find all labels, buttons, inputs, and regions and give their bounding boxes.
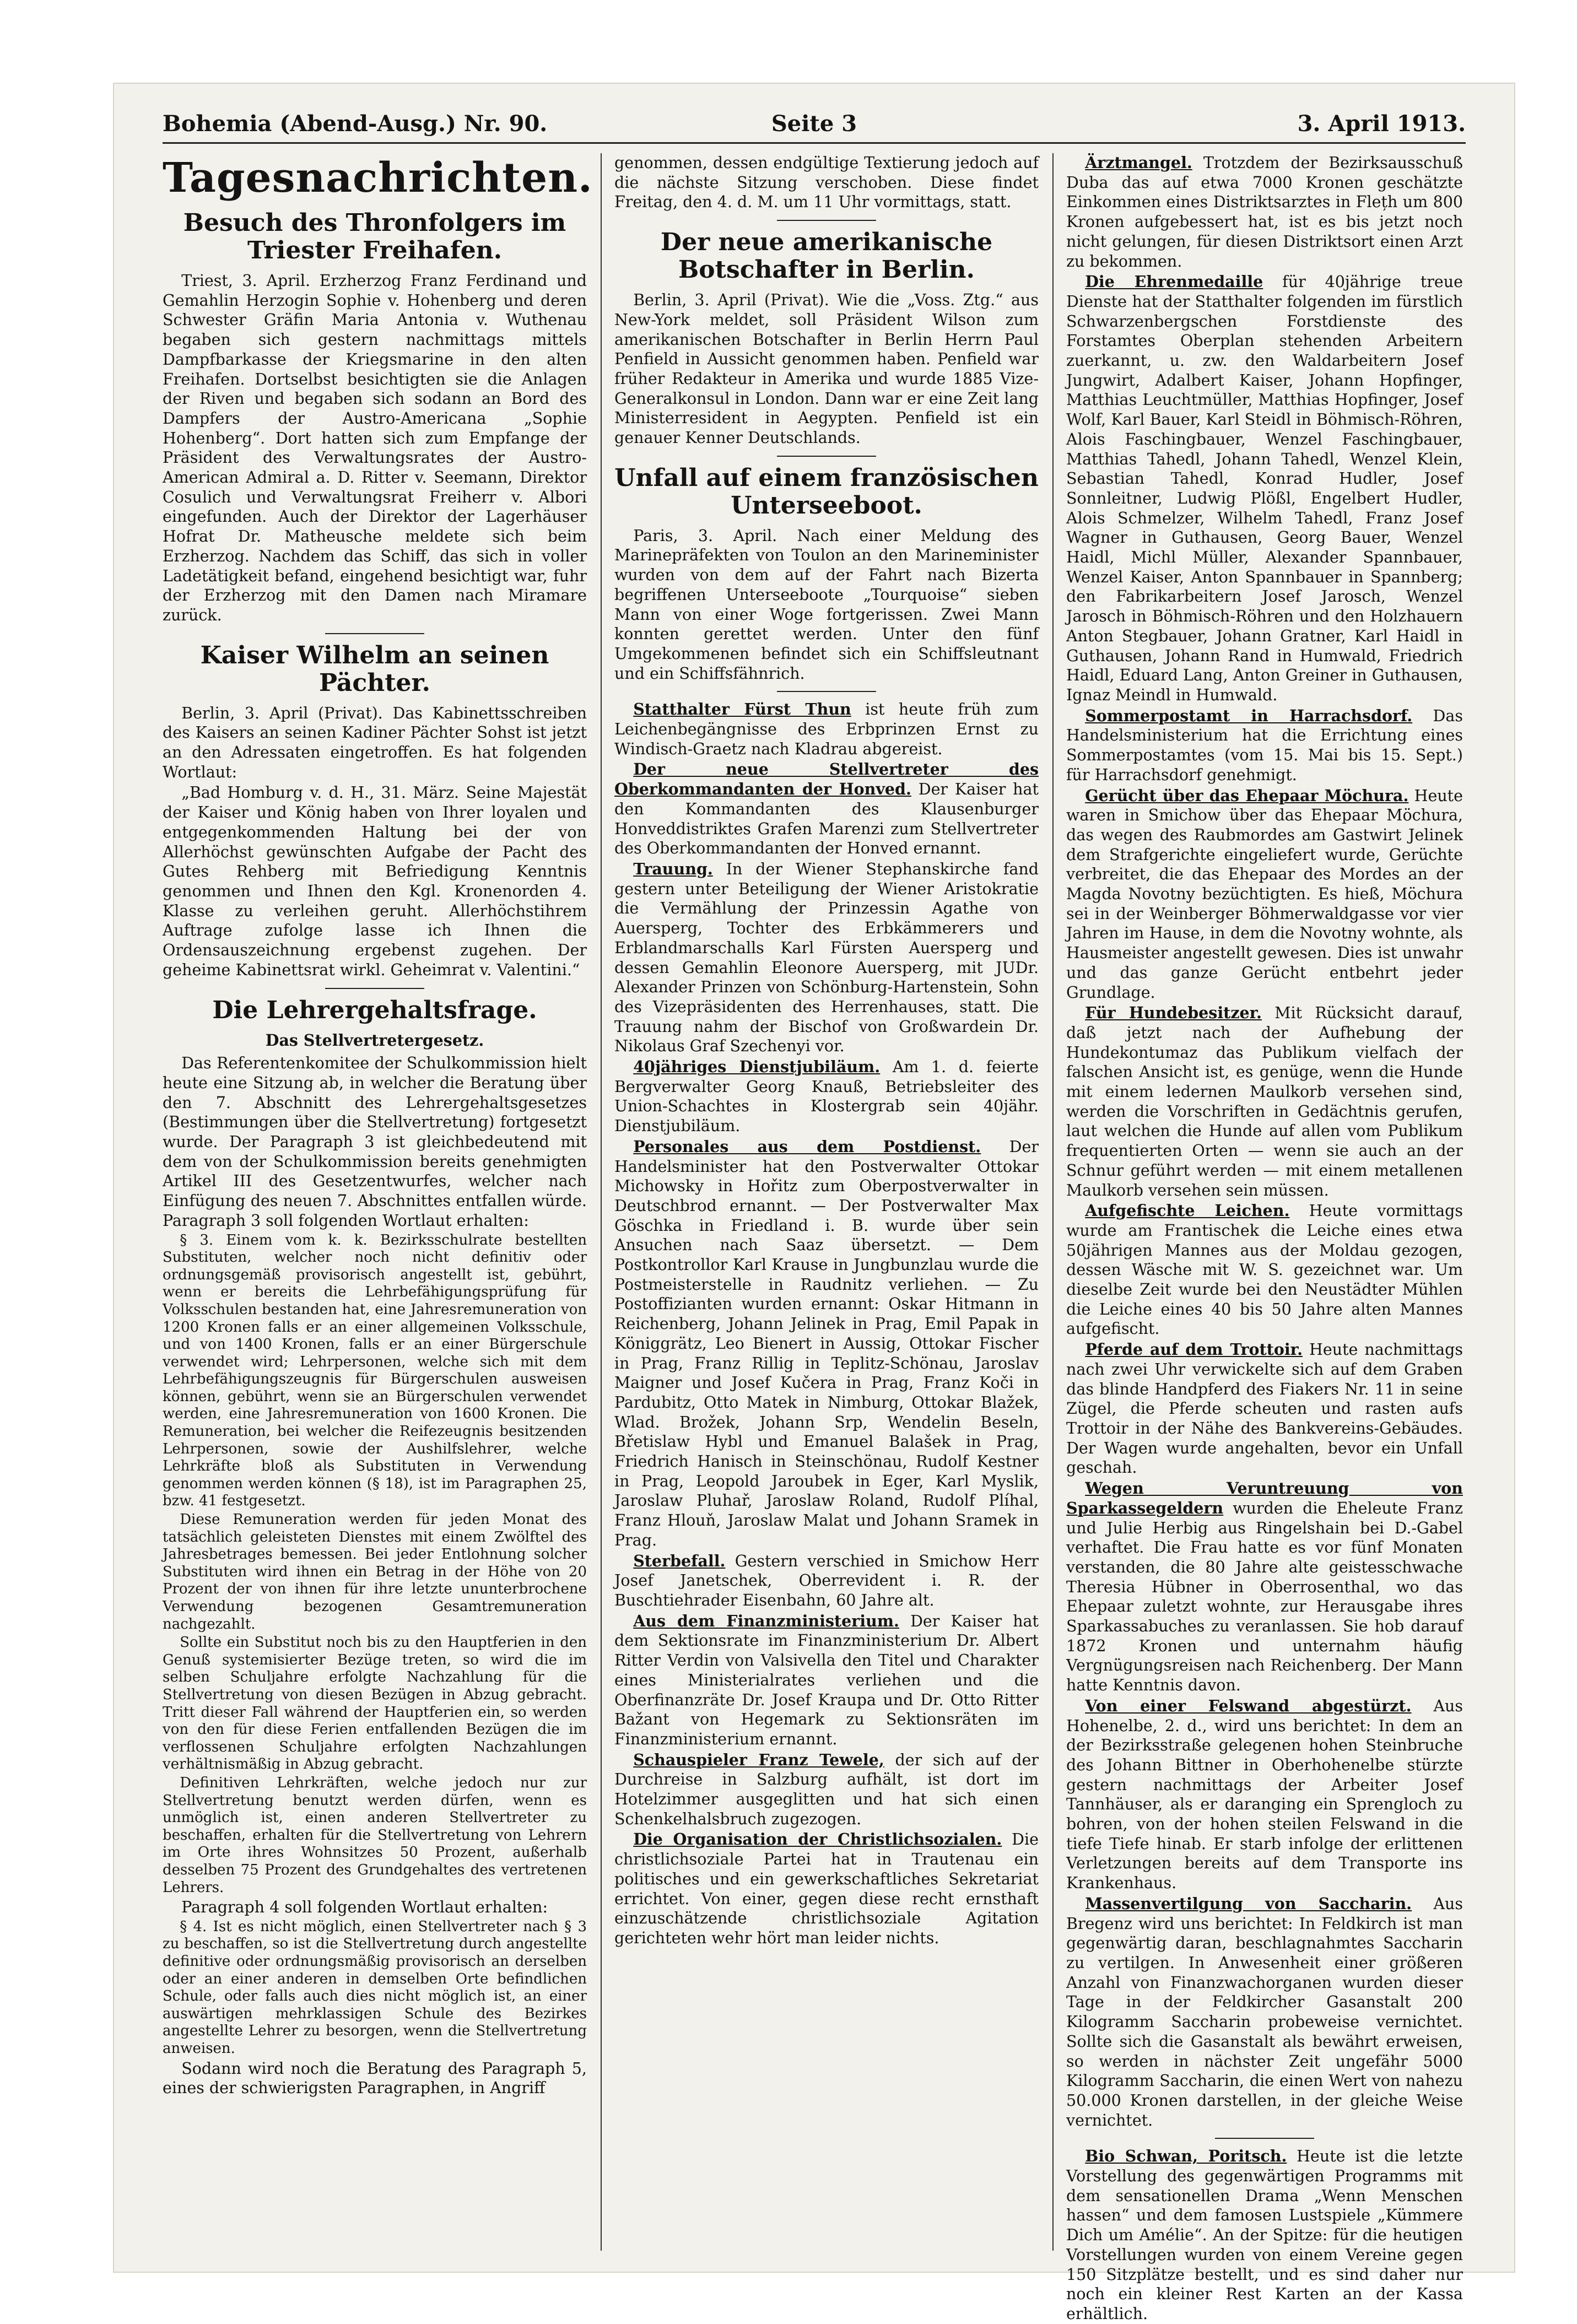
article-paragraph-small: Definitiven Lehrkräften, welche jedoch nur zur Stellvertretung benutzt werden dürfen, wenn es unmöglich ist, einen anderen Stellvertreter zu beschaffen, erhalten für die Stellvertretung von Lehrern im Orte ihres Wohnsitzes 50 Prozent, außerhalb desselben 75 Prozent des Grundgehaltes des vertretenen Lehrers.: [163, 1774, 587, 1896]
column-rule-2: [1052, 153, 1054, 2251]
header-page-number: Seite 3: [771, 111, 857, 137]
news-text: der sich auf der Durchreise in Salzburg aufhält, ist dort im Hotelzimmer ausgeglitten und hat sich einen Schenkelhalsbruch zugezogen.: [614, 1750, 1039, 1828]
news-item: [614, 1612, 1039, 1749]
news-item: [1066, 153, 1463, 271]
news-item: [1066, 2147, 1463, 2323]
news-text: Der Kaiser hat den Kommandanten des Klausenburger Honveddistriktes Grafen Marenzi zum Stellvertreter des Oberkommandanten der Honved ernannt.: [614, 780, 1039, 858]
section-title: Tagesnachrichten.: [163, 154, 593, 202]
page-header: [163, 104, 1466, 144]
news-text: Trotzdem der Bezirksausschuß Duba das auf etwa 7000 Kronen geschätzte Einkommen eines Distriktsarztes in Flețh um 800 Kronen aufgebessert hat, ist es bis jetzt noch nicht gelungen, für diesen Distriktsort einen Arzt zu bekommen.: [1066, 154, 1463, 271]
column-1: [163, 153, 593, 2251]
news-text: ist heute früh zum Leichenbegängnisse des Erbprinzen Ernst zu Windisch-Graetz nach Kladrau abgereist.: [614, 700, 1039, 758]
news-rubric: Von einer Felswand abgestürzt.: [1085, 1696, 1412, 1715]
news-rubric: Massenvertilgung von Saccharin.: [1085, 1894, 1412, 1913]
article-paragraph: Paragraph 4 soll folgenden Wortlaut erhalten:: [181, 1898, 548, 1917]
newspaper-page: [113, 83, 1515, 2323]
news-rubric: Ärztmangel.: [1085, 153, 1192, 172]
news-text: Heute ist die letzte Vorstellung des gegenwärtigen Programms mit dem sensationellen Drama „Wenn Menschen hassen“ und dem famosen Lustspiele „Kümmere Dich um Amélie“. An der Spitze: für die heutigen Vorstellungen wurden von einem Vereine gegen 150 Sitzplätze bestellt, und es sind daher nur noch ein kleiner Rest Karten an der Kassa erhältlich.: [1066, 2147, 1463, 2323]
article-title: Kaiser Wilhelm an seinen Pächter.: [200, 641, 549, 697]
news-item: [614, 700, 1039, 759]
news-item: [614, 1830, 1039, 1948]
news-rubric: Personales aus dem Postdienst.: [633, 1137, 981, 1156]
news-rubric: Pferde auf dem Trottoir.: [1085, 1340, 1303, 1359]
news-item: [614, 1057, 1039, 1136]
news-item: [614, 1552, 1039, 1610]
news-text: Aus Hohenelbe, 2. d., wird uns berichtet: In dem an der Bezirksstraße gelegenen hohen Steinbruche des Johann Bittner in Oberhohenelbe stürzte gestern nachmittags der Arbeiter Josef Tannhäuser, als er daranging ein Sprengloch zu bohren, von der hohen steilen Felswand in die tiefe Tiefe hinab. Er starb infolge der erlittenen Verletzungen bereits auf dem Transporte ins Krankenhaus.: [1066, 1696, 1463, 1893]
news-text: Das Handelsministerium hat die Errichtung eines Sommerpostamtes (vom 15. Mai bis 15. Sept.) für Harrachsdorf genehmigt.: [1066, 706, 1463, 784]
article-separator: [777, 691, 876, 692]
news-item: [1066, 1479, 1463, 1695]
article-separator: [325, 988, 424, 989]
article-paragraph-small: § 4. Ist es nicht möglich, einen Stellvertreter nach § 3 zu beschaffen, so ist die Stellvertretung durch angestellte definitive oder ordnungsmäßig provisorisch an derselben oder an einer anderen in demselben Orte befindlichen Schule, oder falls auch dies nicht möglich ist, an einer auswärtigen mehrklassigen Schule des Bezirkes angestellte Lehrer zu besorgen, wenn die Stellvertretung anweisen.: [163, 1918, 587, 2057]
news-rubric: Die Ehrenmedaille: [1085, 272, 1263, 291]
news-item: [614, 860, 1039, 1056]
news-text: Aus Bregenz wird uns berichtet: In Feldkirch ist man gegenwärtig daran, beschlagnahmtes Saccharin zu vertilgen. In Anwesenheit einer größeren Anzahl von Finanzwachorganen wurden dieser Tage in der Feldkircher Gasanstalt 200 Kilogramm Saccharin probeweise vernichtet. Sollte sich die Gasanstalt als bewährt erweisen, so werden in nächster Zeit ungefähr 5000 Kilogramm Saccharin, die einen Wert von nahezu 50.000 Kronen darstellen, in der gleiche Weise vernichtet.: [1066, 1894, 1463, 2130]
news-rubric: Sommerpostamt in Harrachsdorf.: [1085, 706, 1413, 725]
news-text: Der Kaiser hat dem Sektionsrate im Finanzministerium Dr. Albert Ritter Verdin von Valsivella den Titel und Charakter eines Ministerialrates verliehen und die Oberfinanzräte Dr. Josef Kraupa und Dr. Otto Ritter Bažant von Hegemark zu Sektionsräten im Finanzministerium ernannt.: [614, 1612, 1039, 1748]
news-rubric: Statthalter Fürst Thun: [633, 700, 851, 719]
news-text: Heute waren in Smichow über das Ehepaar Möchura, das wegen des Raubmordes am Gastwirt Jelinek dem Strafgerichte eingeliefert wurde, Gerüchte verbreitet, die das Ehepaar des Mordes an der Magda Novotny bezüchtigten. Es hieß, Möchura sei in der Weinberger Böhmerwaldgasse vor vier Jahren im Hause, in dem die Novotny wohnte, als Hausmeister angestellt gewesen. Dies ist unwahr und das ganze Gerücht entbehrt jeder Grundlage.: [1066, 786, 1463, 1002]
article-paragraph: Berlin, 3. April (Privat). Das Kabinettsschreiben des Kaisers an seinen Kadiner Pächter Sohst ist jetzt an den Adressaten eingetroffen. Es hat folgenden Wortlaut:: [163, 704, 587, 781]
news-item: [614, 760, 1039, 858]
news-rubric: Bio Schwan, Poritsch.: [1085, 2147, 1287, 2166]
news-rubric: Der neue Stellvertreter des Oberkommandanten der Honved.: [614, 760, 1039, 799]
article-separator: [777, 456, 876, 457]
news-text: Gestern verschied in Smichow Herr Josef Janetschek, Oberrevident i. R. der Buschtiehrader Eisenbahn, 60 Jahre alt.: [614, 1552, 1039, 1609]
article-separator: [1215, 2138, 1314, 2139]
news-rubric: Sterbefall.: [633, 1551, 726, 1570]
news-rubric: 40jähriges Dienstjubiläum.: [633, 1057, 881, 1077]
article-title: Der neue amerikanische Botschafter in Berlin.: [660, 228, 993, 284]
article-separator: [777, 220, 876, 221]
article-separator: [325, 633, 424, 634]
news-item: [1066, 1894, 1463, 2130]
article-paragraph: Berlin, 3. April (Privat). Wie die „Voss. Ztg.“ aus New-York meldet, soll Präsident Wilson zum amerikanischen Botschafter in Berlin Herrn Paul Penfield in Aussicht genommen haben. Penfield war früher Redakteur in Amerika und wurde 1885 Vize-Generalkonsul in London. Dann war er eine Zeit lang Ministerresident in Aegypten. Penfield ist ein genauer Kenner Deutschlands.: [614, 291, 1039, 447]
header-date: 3. April 1913.: [1297, 111, 1466, 137]
news-item: [1066, 1003, 1463, 1200]
news-item: [1066, 272, 1463, 705]
column-rule-1: [601, 153, 602, 2251]
news-rubric: Wegen Veruntreuung von Sparkassegeldern: [1066, 1479, 1463, 1517]
news-item: [1066, 786, 1463, 1003]
news-item: [1066, 1201, 1463, 1339]
news-text: für 40jährige treue Dienste hat der Statthalter folgenden im fürstlich Schwarzenbergschen Forstdienste des Forstamtes Oberplan stehenden Arbeitern zuerkannt, u. zw. den Waldarbeitern Josef Jungwirt, Adalbert Kaiser, Johann Hopfinger, Matthias Leuchtmüller, Matthias Hopfinger, Josef Wolf, Karl Bauer, Karl Steidl in Böhmisch-Röhren, Alois Faschingbauer, Wenzel Faschingbauer, Matthias Tahedl, Johann Tahedl, Wenzel Klein, Sebastian Tahedl, Konrad Hudler, Josef Sonnleitner, Ludwig Plößl, Engelbert Hudler, Alois Schmelzer, Wilhelm Tahedl, Franz Josef Wagner in Guthausen, Georg Bauer, Wenzel Haidl, Michl Müller, Alexander Spannbauer, Wenzel Kaiser, Anton Spannbauer in Spannberg; den Fabrikarbeitern Josef Jarosch, Wenzel Jarosch in Böhmisch-Röhren und den Holzhauern Anton Stegbauer, Johann Gratner, Karl Haidl in Guthausen, Johann Rand in Humwald, Friedrich Haidl, Eduard Lang, Anton Greiner in Guthausen, Ignaz Meindl in Humwald.: [1066, 273, 1463, 704]
article-quote: „Bad Homburg v. d. H., 31. März. Seine Majestät der Kaiser und König haben von Ihrer loyalen und entgegenkommenden Haltung bei der von Allerhöchst gewünschten Aufgabe der Pacht des Gutes Rehberg mit Befriedigung Kenntnis genommen und Ihnen den Kgl. Kronenorden 4. Klasse zu verleihen geruht. Allerhöchstihrem Auftrage zufolge lasse ich Ihnen die Ordensauszeichnung ergebenst zugehen. Der geheime Kabinettsrat wirkl. Geheimrat v. Valentini.“: [163, 783, 587, 979]
article-paragraph: Triest, 3. April. Erzherzog Franz Ferdinand und Gemahlin Herzogin Sophie v. Hohenberg und deren Schwester Gräfin Maria Antonia v. Wuthenau begaben sich gestern nachmittags mittels Dampfbarkasse der Kriegsmarine in den alten Freihafen. Dortselbst besichtigten sie die Anlagen der Riven und begaben sich sodann an Bord des Dampfers der Austro-Americana „Sophie Hohenberg“. Dort hatten sich zum Empfange der Präsident des Verwaltungsrates der Austro-American Admiral a. D. Ritter v. Seemann, Direktor Cosulich und Verwaltungsrat Freiherr v. Albori eingefunden. Auch der Direktor der Lagerhäuser Hofrat Dr. Matheusche meldete sich beim Erzherzog. Nachdem das Schiff, das sich in voller Ladetätigkeit befand, eingehend besichtigt war, fuhr der Erzherzog mit den Damen nach Miramare zurück.: [163, 272, 587, 624]
news-text: Heute vormittags wurde am Frantischek die Leiche eines etwa 50jährigen Mannes aus der Moldau gezogen, dessen Wäsche mit W. S. gezeichnet war. Um dieselbe Zeit wurde bei den Neustädter Mühlen die Leiche eines 40 bis 50 Jahre alten Mannes aufgefischt.: [1066, 1202, 1463, 1338]
news-text: Am 1. d. feierte Bergverwalter Georg Knauß, Betriebsleiter des Union-Schachtes in Klostergrab sein 40jähr. Dienstjubiläum.: [614, 1058, 1039, 1136]
news-text: In der Wiener Stephanskirche fand gestern unter Beteiligung der Wiener Aristokratie die Vermählung der Prinzessin Agathe von Auersperg, Tochter des Erbkämmerers und Erblandmarschalls Karl Fürsten Auersperg und dessen Gemahlin Eleonore Auersperg, mit JUDr. Alexander Prinzen von Schönburg-Hartenstein, Sohn des Vizepräsidenten des Herrenhauses, statt. Die Trauung nahm der Bischof von Großwardein Dr. Nikolaus Graf Szechenyi vor.: [614, 860, 1039, 1056]
news-item: [1066, 1340, 1463, 1478]
news-item: [614, 1750, 1039, 1829]
news-rubric: Für Hundebesitzer.: [1085, 1003, 1262, 1023]
news-rubric: Trauung.: [633, 859, 713, 878]
article-paragraph: Sodann wird noch die Beratung des Paragraph 5, eines der schwierigsten Paragraphen, in Angriff: [163, 2059, 587, 2098]
article-paragraph: Paris, 3. April. Nach einer Meldung des Marinepräfekten von Toulon an den Marineminister wurden von dem auf der Fahrt nach Bizerta begriffenen Unterseeboote „Tourquoise“ sieben Mann von einer Woge fortgerissen. Zwei Mann konnten gerettet werden. Unter den fünf Umgekommenen befindet sich ein Schiffsleutnant und ein Schiffsfähnrich.: [614, 526, 1039, 683]
article-continuation: genommen, dessen endgültige Textierung jedoch auf die nächste Sitzung verschoben. Diese findet Freitag, den 4. d. M. um 11 Uhr vormittags, statt.: [614, 154, 1039, 212]
article-subtitle: Das Stellvertretergesetz.: [265, 1030, 484, 1050]
news-text: Heute nachmittags nach zwei Uhr verwickelte sich auf dem Graben das blinde Handpferd des Fiakers Nr. 11 in seine Zügel, die Pferde scheuten und rasten aufs Trottoir in der Nähe des Bankvereins-Gebäudes. Der Wagen wurde angehalten, bevor ein Unfall geschah.: [1066, 1341, 1463, 1477]
news-item: [614, 1137, 1039, 1550]
article-title: Unfall auf einem französischen Unterseeboot.: [614, 463, 1039, 520]
news-rubric: Die Organisation der Christlichsozialen.: [633, 1830, 1002, 1849]
article-paragraph-small: § 3. Einem vom k. k. Bezirksschulrate bestellten Substituten, welcher noch nicht definitiv oder ordnungsgemäß provisorisch angestellt ist, gebührt, wenn er bereits die Lehrbefähigungsprüfung für Volksschulen bestanden hat, eine Jahresremuneration von 1200 Kronen falls er an einer allgemeinen Volksschule, und von 1400 Kronen, falls er an einer Bürgerschule verwendet wird; Lehrpersonen, welche sich mit dem Lehrbefähigungszeugnis für Bürgerschulen ausweisen können, gebührt, wenn sie an Bürgerschulen verwendet werden, eine Jahresremuneration von 1600 Kronen. Die Remuneration, bei welcher die Reifezeugnis besitzenden Lehrpersonen, sowie der Aushilfslehrer, welche Lehrkräfte bloß als Substituten in Verwendung genommen werden können (§ 18), ist im Paragraphen 25, bzw. 41 festgesetzt.: [163, 1231, 587, 1510]
article-paragraph-small: Diese Remuneration werden für jeden Monat des tatsächlich geleisteten Dienstes mit einem Zwölftel des Jahresbetrages bemessen. Bei jeder Entlohnung solcher Substituten wird ihnen ein Betrag in der Höhe von 20 Prozent der von ihnen für ihre letzte ununterbrochene Verwendung bezogenen Gesamtremuneration nachgezahlt.: [163, 1511, 587, 1633]
header-publication: Bohemia (Abend-Ausg.) Nr. 90.: [163, 111, 548, 137]
news-item: [1066, 706, 1463, 785]
news-item: [1066, 1696, 1463, 1893]
article-title: Die Lehrergehaltsfrage.: [212, 996, 537, 1024]
article-title: Besuch des Thronfolgers im Triester Freihafen.: [183, 209, 566, 264]
column-2: [614, 153, 1039, 2251]
news-rubric: Schauspieler Franz Tewele,: [633, 1750, 884, 1769]
news-rubric: Aufgefischte Leichen.: [1085, 1201, 1290, 1220]
news-text: Die christlichsoziale Partei hat in Trautenau ein politisches und ein gewerkschaftliches Sekretariat errichtet. Von einer, gegen diese recht ernsthaft einzuschätzende christlichsoziale Agitation gerichteten wehr hört man leider nichts.: [614, 1830, 1039, 1947]
article-paragraph-small: Sollte ein Substitut noch bis zu den Hauptferien in den Genuß systemisierter Bezüge treten, so wird die im selben Schuljahre erfolgte Nachzahlung für die Stellvertretung von diesen Bezügen in Abzug gebracht. Tritt dieser Fall während der Hauptferien ein, so werden von den für diese Ferien entfallenden Bezügen die im verflossenen Schuljahre erfolgten Nachzahlungen verhältnismäßig in Abzug gebracht.: [163, 1634, 587, 1773]
column-3: [1066, 153, 1463, 2323]
news-rubric: Gerücht über das Ehepaar Möchura.: [1085, 786, 1409, 805]
news-rubric: Aus dem Finanzministerium.: [633, 1611, 899, 1630]
news-text: wurden die Eheleute Franz und Julie Herbig aus Ringelshain bei D.-Gabel verhaftet. Die Frau hatte es vor fünf Monaten verstanden, die 80 Jahre alte geistesschwache Theresia Hübner in Oberrosenthal, wo das Ehepaar zuletzt wohnte, zur Herausgabe ihres Sparkassabuches zu veranlassen. Sie hob darauf 1872 Kronen und unternahm häufig Vergnügungsreisen nach Reichenberg. Der Mann hatte Kenntnis davon.: [1066, 1499, 1463, 1695]
news-text: Der Handelsminister hat den Postverwalter Ottokar Michowsky in Hořitz zum Oberpostverwalter in Deutschbrod ernannt. — Der Postverwalter Max Göschka in Friedland i. B. wurde über sein Ansuchen nach Saaz übersetzt. — Dem Postkontrollor Karl Krause in Jungbunzlau wurde die Postmeisterstelle in Raudnitz verliehen. — Zu Postoffizianten wurden ernannt: Oskar Hitmann in Reichenberg, Johann Jelinek in Prag, Emil Papak in Königgrätz, Leo Bienert in Aussig, Ottokar Fischer in Prag, Franz Rillig in Teplitz-Schönau, Jaroslav Maigner und Josef Kučera in Prag, Franz Koči in Pardubitz, Otto Matek in Nimburg, Ottokar Blažek, Wlad. Brožek, Johann Srp, Wendelin Beseln, Břetislaw Hybl und Emanuel Balašek in Prag, Friedrich Hanisch in Steinschönau, Rudolf Kestner in Prag, Leopold Jaroubek in Eger, Karl Myslik, Jaroslaw Pluhař, Jaroslaw Roland, Rudolf Plíhal, Franz Hlouň, Jaroslaw Malat und Johann Sramek in Prag.: [614, 1137, 1039, 1549]
news-text: Mit Rücksicht darauf, daß jetzt nach der Aufhebung der Hundekontumaz das Publikum vielfach der falschen Ansicht ist, es genüge, wenn die Hunde mit einem ledernen Maulkorb versehen sind, werden die Vorschriften in Gedächtnis gerufen, laut welchen die Hunde auf allen vom Publikum frequentierten Orten — wenn sie auch an der Schnur geführt werden — mit einem metallenen Maulkorb versehen sein müssen.: [1066, 1004, 1463, 1199]
article-paragraph: Das Referentenkomitee der Schulkommission hielt heute eine Sitzung ab, in welcher die Beratung über den 7. Abschnitt des Lehrergehaltsgesetzes (Bestimmungen über die Stellvertretung) fortgesetzt wurde. Der Paragraph 3 ist gleichbedeutend mit dem von der Schulkommission bereits genehmigten Artikel III des Gesetzentwurfes, welcher nach Einfügung des neuen 7. Abschnittes entfallen würde. Paragraph 3 soll folgenden Wortlaut erhalten:: [163, 1054, 587, 1230]
